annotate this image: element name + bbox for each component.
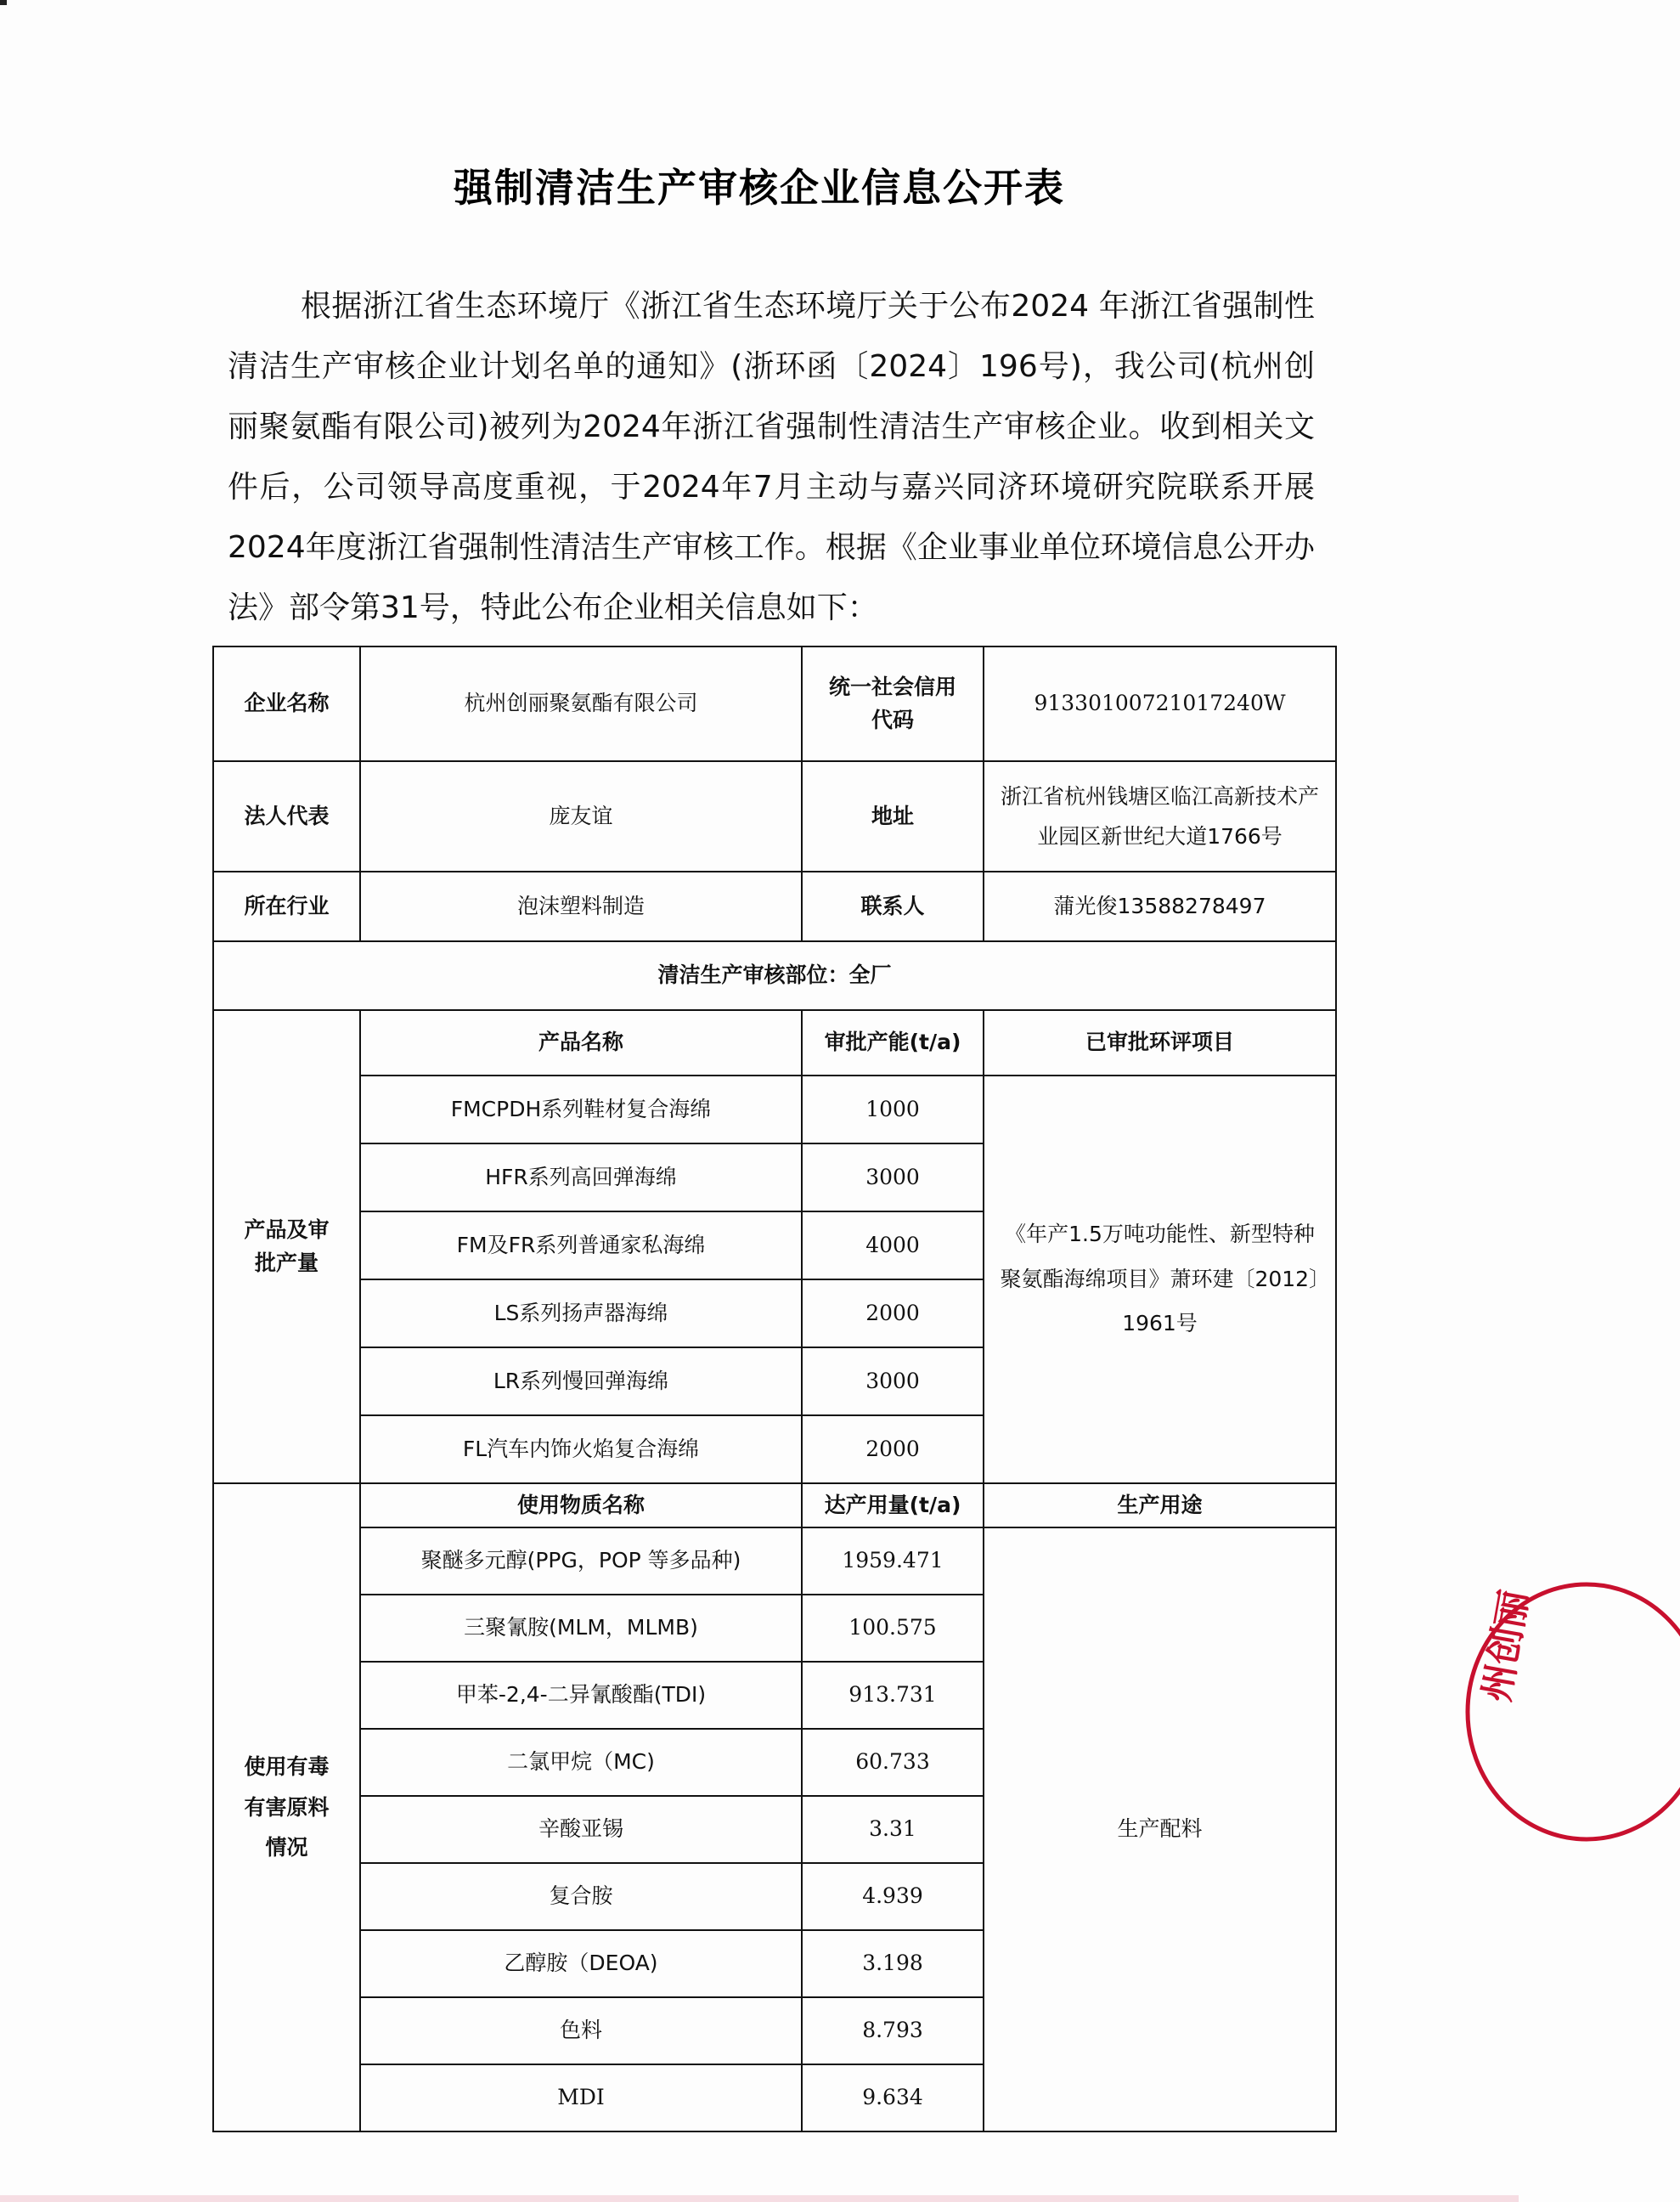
product-name: LR系列慢回弹海绵: [360, 1347, 802, 1415]
material-amount: 3.31: [802, 1796, 984, 1863]
enterprise-info-table: [212, 646, 1337, 1011]
material-name: 乙醇胺（DEOA): [360, 1930, 802, 1997]
contact-label: 联系人: [802, 872, 984, 941]
material-name: 辛酸亚锡: [360, 1796, 802, 1863]
product-capacity: 2000: [802, 1415, 984, 1483]
credit-code-label: 统一社会信用代码: [802, 646, 984, 761]
industry-label: 所在行业: [213, 872, 360, 941]
material-name: 色料: [360, 1997, 802, 2064]
eia-project: 《年产1.5万吨功能性、新型特种聚氨酯海绵项目》萧环建〔2012〕1961号: [984, 1076, 1336, 1483]
material-name: 二氯甲烷（MC): [360, 1729, 802, 1796]
scan-edge-strip: [0, 2195, 1519, 2202]
company-name-value: 杭州创丽聚氨酯有限公司: [360, 646, 802, 761]
material-amount: 4.939: [802, 1863, 984, 1930]
address-value: 浙江省杭州钱塘区临江高新技术产业园区新世纪大道1766号: [984, 761, 1336, 872]
materials-header-row: [213, 1483, 1336, 1527]
product-name: LS系列扬声器海绵: [360, 1279, 802, 1347]
products-header-capacity: 审批产能(t/a): [802, 1010, 984, 1076]
material-amount: 8.793: [802, 1997, 984, 2064]
company-name-label: 企业名称: [213, 646, 360, 761]
material-name: 甲苯-2,4-二异氰酸酯(TDI): [360, 1662, 802, 1729]
material-name: 聚醚多元醇(PPG，POP 等多品种): [360, 1527, 802, 1595]
material-amount: 3.198: [802, 1930, 984, 1997]
products-header-row: [213, 1010, 1336, 1076]
page-title: 强制清洁生产审核企业信息公开表: [454, 165, 1065, 211]
table-row-industry: [213, 872, 1336, 941]
table-row-legal-rep: [213, 761, 1336, 872]
materials-header-amount: 达产用量(t/a): [802, 1483, 984, 1527]
material-amount: 1959.471: [802, 1527, 984, 1595]
product-name: FL汽车内饰火焰复合海绵: [360, 1415, 802, 1483]
intro-paragraph: 根据浙江省生态环境厅《浙江省生态环境厅关于公布2024 年浙江省强制性清洁生产审核企业计划名单的通知》(浙环函〔2024〕196号)，我公司(杭州创丽聚氨酯有限公司)被列为2024年浙江省强制性清洁生产审核企业。收到相关文件后，公司领导高度重视，于2024年7月主动与嘉兴同济环境研究院联系开展2024年度浙江省强制性清洁生产审核工作。根据《企业事业单位环境信息公开办法》部令第31号，特此公布企业相关信息如下：: [228, 289, 1315, 625]
legal-rep-value: 庞友谊: [360, 761, 802, 872]
company-seal: [1459, 1576, 1680, 1848]
credit-code-value: 91330100721017240W: [984, 646, 1336, 761]
material-amount: 913.731: [802, 1662, 984, 1729]
materials-header-name: 使用物质名称: [360, 1483, 802, 1527]
product-capacity: 2000: [802, 1279, 984, 1347]
materials-section-label: 使用有毒有害原料情况: [213, 1483, 360, 2131]
material-usage: 生产配料: [984, 1527, 1336, 2131]
audit-scope: 清洁生产审核部位：全厂: [213, 941, 1336, 1010]
seal-text: 州创丽: [1474, 1587, 1537, 1705]
product-name: HFR系列高回弹海绵: [360, 1143, 802, 1211]
address-label: 地址: [802, 761, 984, 872]
products-header-name: 产品名称: [360, 1010, 802, 1076]
material-amount: 9.634: [802, 2064, 984, 2131]
scan-artifact: [0, 0, 7, 5]
products-header-eia: 已审批环评项目: [984, 1010, 1336, 1076]
material-name: 复合胺: [360, 1863, 802, 1930]
product-capacity: 1000: [802, 1076, 984, 1143]
industry-value: 泡沫塑料制造: [360, 872, 802, 941]
product-capacity: 4000: [802, 1211, 984, 1279]
product-capacity: 3000: [802, 1143, 984, 1211]
legal-rep-label: 法人代表: [213, 761, 360, 872]
material-name: MDI: [360, 2064, 802, 2131]
product-row: [213, 1076, 1336, 1143]
materials-header-usage: 生产用途: [984, 1483, 1336, 1527]
contact-value: 蒲光俊13588278497: [984, 872, 1336, 941]
material-name: 三聚氰胺(MLM，MLMB): [360, 1595, 802, 1662]
product-capacity: 3000: [802, 1347, 984, 1415]
products-materials-table: [212, 1009, 1337, 2132]
products-section-label: 产品及审批产量: [213, 1010, 360, 1483]
table-row-audit-scope: [213, 941, 1336, 1010]
material-amount: 100.575: [802, 1595, 984, 1662]
product-name: FMCPDH系列鞋材复合海绵: [360, 1076, 802, 1143]
table-row-company-name: [213, 646, 1336, 761]
material-row: [213, 1527, 1336, 1595]
material-amount: 60.733: [802, 1729, 984, 1796]
product-name: FM及FR系列普通家私海绵: [360, 1211, 802, 1279]
